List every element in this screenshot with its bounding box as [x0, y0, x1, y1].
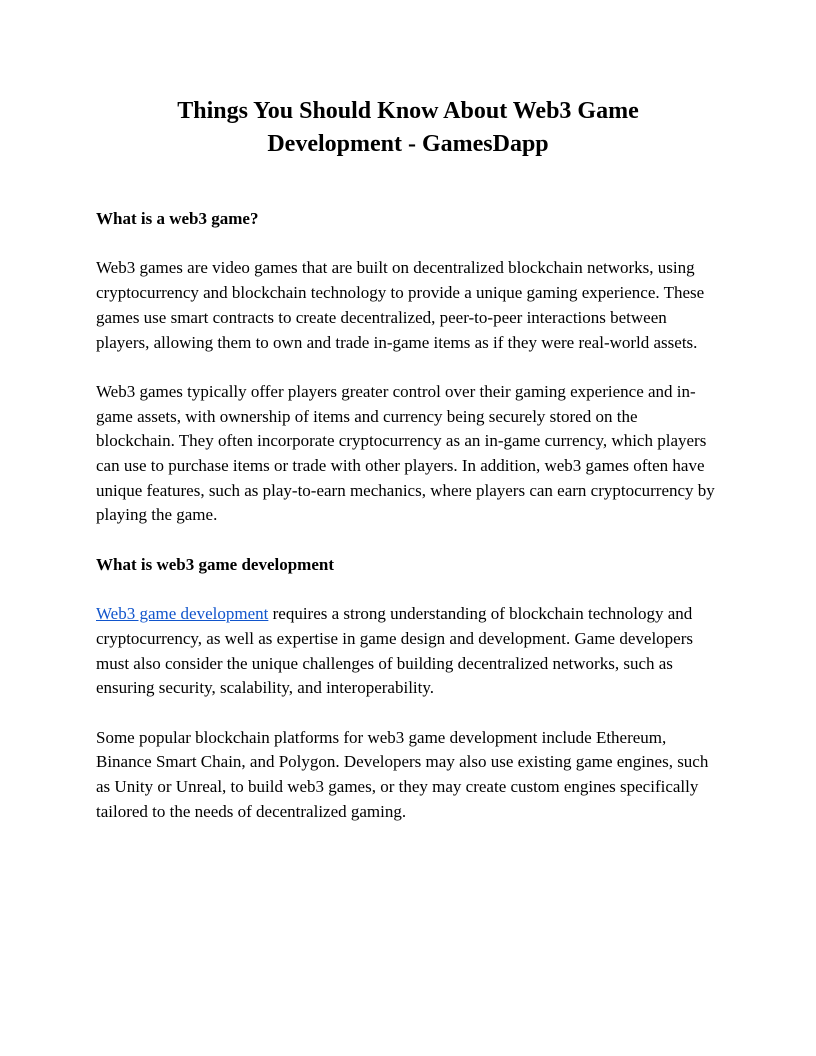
page-title [96, 95, 720, 161]
web3-game-development-link[interactable]: Web3 game development [96, 604, 269, 624]
title-line-2: Development - GamesDapp [267, 131, 549, 157]
paragraph-web3-games-definition: Web3 games are video games that are built on decentralized blockchain networks, using cryptocurrency and blockchain technology to provide a unique gaming experience. These games use smart contracts to create decentralized, peer-to-peer interactions between players, allowing them to own and trade in-game items as if they were real-world assets. [96, 258, 705, 352]
section-heading-web3-game-development: What is web3 game development [96, 554, 334, 574]
section-heading-what-is-web3-game: What is a web3 game? [96, 209, 259, 228]
title-line-1: Things You Should Know About Web3 Game [177, 98, 639, 124]
paragraph-blockchain-platforms: Some popular blockchain platforms for web3 game development include Ethereum, Binance Smart Chain, and Polygon. Developers may also use existing game engines, such as Unity or Unreal, to build web3 games, or they may create custom engines specifically tailored to the needs of decentralized gaming. [96, 727, 709, 821]
paragraph-web3-development-requirements [96, 602, 720, 701]
paragraph-web3-games-features: Web3 games typically offer players greater control over their gaming experience and in-game assets, with ownership of items and currency being securely stored on the blockchain. They often incorporate cryptocurrency as an in-game currency, which players can use to purchase items or trade with other players. In addition, web3 games often have unique features, such as play-to-earn mechanics, where players can earn cryptocurrency by playing the game. [96, 381, 715, 525]
document-body [96, 207, 720, 849]
paragraph-web3-development-text: requires a strong understanding of blockchain technology and cryptocurrency, as well as expertise in game design and development. Game developers must also consider the unique challenges of building decentralized networks, such as ensuring security, scalability, and interoperability. [96, 604, 693, 698]
